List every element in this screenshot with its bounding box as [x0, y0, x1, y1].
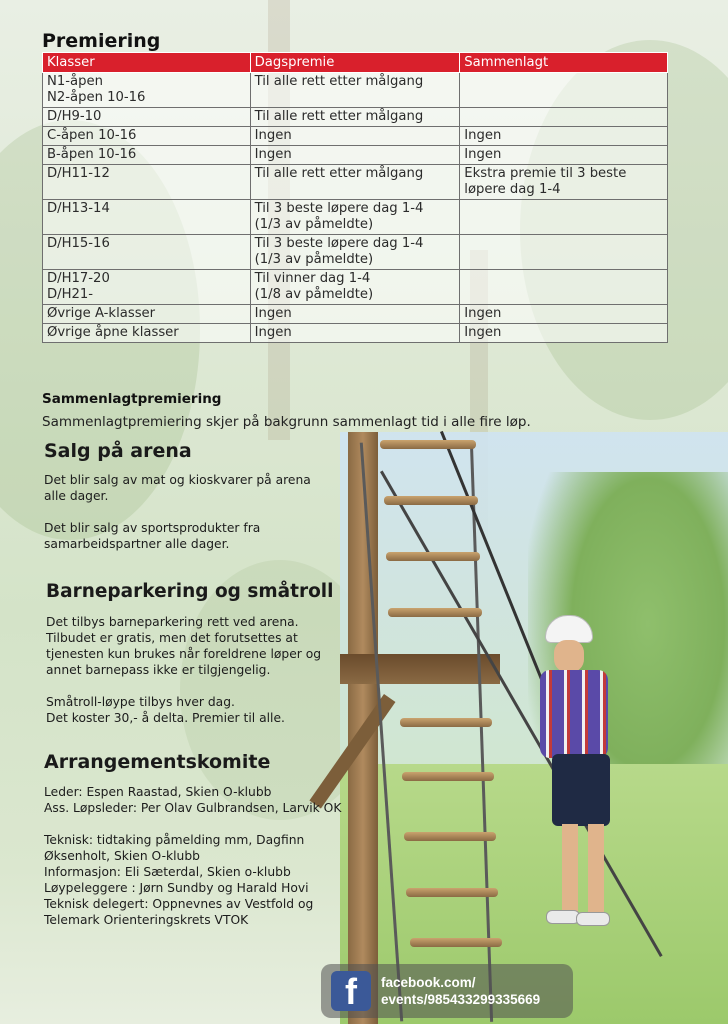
text-line: samarbeidspartner alle dager. — [44, 537, 230, 551]
cell-klasse — [43, 108, 251, 127]
cell-line: N1-åpen — [47, 74, 103, 89]
cell-line: Ingen — [254, 147, 292, 162]
barne-text — [46, 614, 346, 742]
cell-dagspremie — [250, 270, 460, 305]
cell-line: Øvrige A-klasser — [47, 306, 156, 321]
cell-line: (1/8 av påmeldte) — [254, 287, 374, 302]
cell-sammenlagt — [460, 108, 668, 127]
table-row — [43, 200, 668, 235]
cell-line: (1/3 av påmeldte) — [254, 252, 374, 267]
komite-text — [44, 784, 354, 944]
komite-heading: Arrangementskomite — [44, 751, 271, 773]
cell-sammenlagt — [460, 305, 668, 324]
cell-dagspremie — [250, 200, 460, 235]
facebook-url-line-2: events/985433299335669 — [381, 992, 541, 1007]
table-row — [43, 108, 668, 127]
text-line: Telemark Orienteringskrets VTOK — [44, 913, 249, 927]
text-line: Øksenholt, Skien O-klubb — [44, 849, 200, 863]
cell-line: C-åpen 10-16 — [47, 128, 137, 143]
cell-sammenlagt — [460, 73, 668, 108]
barne-para-2 — [46, 694, 346, 726]
cell-sammenlagt — [460, 165, 668, 200]
text-line: Ass. Løpsleder: Per Olav Gulbrandsen, Larvik OK — [44, 801, 342, 815]
cell-line: D/H21- — [47, 287, 94, 302]
text-line: alle dager. — [44, 489, 109, 503]
text-line: Informasjon: Eli Sæterdal, Skien o-klubb — [44, 865, 291, 879]
cell-line: Ingen — [254, 306, 292, 321]
table-row — [43, 165, 668, 200]
cell-sammenlagt — [460, 270, 668, 305]
text-line: tjenesten kun brukes når foreldrene løper og — [46, 647, 322, 661]
cell-line: Til vinner dag 1-4 — [254, 271, 371, 286]
cell-line: D/H17-20 — [47, 271, 110, 286]
cell-klasse — [43, 235, 251, 270]
header-klasser: Klasser — [43, 53, 251, 73]
sammenlagt-text: Sammenlagtpremiering skjer på bakgrunn sammenlagt tid i alle fire løp. — [42, 414, 531, 430]
cell-line: Til alle rett etter målgang — [254, 74, 424, 89]
cell-line: Ekstra premie til 3 beste — [464, 166, 627, 181]
text-line: Teknisk delegert: Oppnevnes av Vestfold og — [44, 897, 314, 911]
salg-heading: Salg på arena — [44, 440, 192, 462]
cell-klasse — [43, 305, 251, 324]
cell-line: Til 3 beste løpere dag 1-4 — [254, 236, 424, 251]
cell-line: Ingen — [254, 128, 292, 143]
cell-line: Til alle rett etter målgang — [254, 109, 424, 124]
cell-dagspremie — [250, 165, 460, 200]
table-row — [43, 270, 668, 305]
cell-line: D/H11-12 — [47, 166, 110, 181]
cell-line: D/H13-14 — [47, 201, 110, 216]
facebook-event-link[interactable] — [321, 964, 573, 1018]
prize-table — [42, 52, 668, 343]
facebook-icon: f — [331, 971, 371, 1011]
cell-klasse — [43, 146, 251, 165]
cell-dagspremie — [250, 146, 460, 165]
cell-line: N2-åpen 10-16 — [47, 90, 146, 105]
cell-line: Øvrige åpne klasser — [47, 325, 179, 340]
cell-line: Ingen — [464, 128, 502, 143]
text-line: Det koster 30,- å delta. Premier til alle. — [46, 711, 285, 725]
text-line: Småtroll-løype tilbys hver dag. — [46, 695, 235, 709]
facebook-url-line-1: facebook.com/ — [381, 975, 476, 990]
text-line: Leder: Espen Raastad, Skien O-klubb — [44, 785, 272, 799]
cell-sammenlagt — [460, 324, 668, 343]
table-row — [43, 146, 668, 165]
cell-klasse — [43, 200, 251, 235]
facebook-url — [381, 974, 540, 1008]
cell-dagspremie — [250, 305, 460, 324]
cell-line: løpere dag 1-4 — [464, 182, 561, 197]
cell-klasse — [43, 270, 251, 305]
cell-line: Til alle rett etter målgang — [254, 166, 424, 181]
cell-klasse — [43, 73, 251, 108]
cell-sammenlagt — [460, 127, 668, 146]
text-line: Det blir salg av sportsprodukter fra — [44, 521, 261, 535]
cell-sammenlagt — [460, 200, 668, 235]
cell-dagspremie — [250, 324, 460, 343]
text-line: annet barnepass ikke er tilgjengelig. — [46, 663, 271, 677]
cell-klasse — [43, 127, 251, 146]
cell-sammenlagt — [460, 146, 668, 165]
header-dagspremie: Dagspremie — [250, 53, 460, 73]
komite-para-2 — [44, 832, 354, 928]
cell-line: Til 3 beste løpere dag 1-4 — [254, 201, 424, 216]
table-row — [43, 235, 668, 270]
prize-table-header — [43, 53, 668, 73]
table-row — [43, 127, 668, 146]
cell-line: Ingen — [464, 147, 502, 162]
text-line: Det tilbys barneparkering rett ved arena. — [46, 615, 299, 629]
cell-klasse — [43, 324, 251, 343]
table-row — [43, 324, 668, 343]
text-line: Det blir salg av mat og kioskvarer på arena — [44, 473, 311, 487]
barne-heading: Barneparkering og småtroll — [46, 581, 334, 602]
cell-sammenlagt — [460, 235, 668, 270]
cell-line: (1/3 av påmeldte) — [254, 217, 374, 232]
barne-para-1 — [46, 614, 346, 678]
salg-para-2 — [44, 520, 334, 552]
cell-line: B-åpen 10-16 — [47, 147, 137, 162]
cell-klasse — [43, 165, 251, 200]
cell-line: Ingen — [254, 325, 292, 340]
cell-dagspremie — [250, 73, 460, 108]
komite-para-1 — [44, 784, 354, 816]
sammenlagt-heading: Sammenlagtpremiering — [42, 391, 222, 407]
text-line: Teknisk: tidtaking påmelding mm, Dagfinn — [44, 833, 305, 847]
table-row — [43, 305, 668, 324]
table-row — [43, 73, 668, 108]
cell-line: Ingen — [464, 306, 502, 321]
header-sammenlagt: Sammenlagt — [460, 53, 668, 73]
salg-text — [44, 472, 334, 568]
cell-line: D/H15-16 — [47, 236, 110, 251]
salg-para-1 — [44, 472, 334, 504]
text-line: Løypeleggere : Jørn Sundby og Harald Hovi — [44, 881, 309, 895]
premiering-title: Premiering — [42, 30, 161, 52]
cell-dagspremie — [250, 108, 460, 127]
text-line: Tilbudet er gratis, men det forutsettes at — [46, 631, 298, 645]
cell-line: Ingen — [464, 325, 502, 340]
cell-dagspremie — [250, 127, 460, 146]
cell-line: D/H9-10 — [47, 109, 102, 124]
cell-dagspremie — [250, 235, 460, 270]
